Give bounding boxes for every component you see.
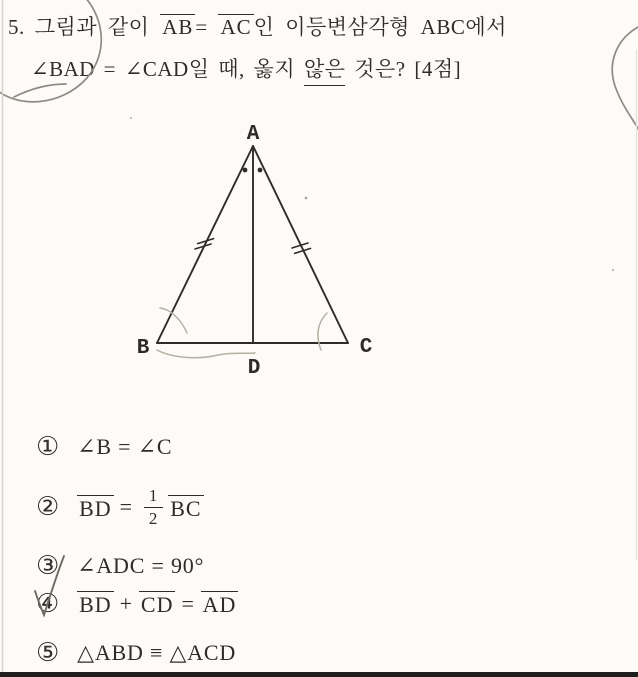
scan-speck bbox=[130, 117, 132, 119]
vertex-label-c: C bbox=[359, 336, 373, 359]
pencil-annotations bbox=[157, 308, 327, 358]
side-tick-marks bbox=[195, 239, 311, 254]
segment-ab-overline: AB bbox=[162, 15, 194, 39]
scan-speck bbox=[612, 269, 614, 271]
isosceles-triangle bbox=[157, 146, 348, 343]
fraction-one-half bbox=[144, 486, 163, 528]
segment-bd-overline: BD bbox=[79, 495, 112, 521]
vertex-label-a: A bbox=[246, 123, 260, 146]
segment-cd-overline: CD bbox=[140, 592, 174, 618]
tick-mark-ab bbox=[198, 239, 214, 244]
choice-2-formula bbox=[77, 486, 203, 528]
segment-bd-overline: BD bbox=[79, 592, 112, 618]
underlined-word: 않은 bbox=[304, 53, 346, 86]
choice-1-number: ① bbox=[36, 432, 61, 462]
choice-1 bbox=[36, 434, 172, 460]
choice-5-formula: △ABD ≡ △ACD bbox=[77, 640, 237, 665]
angle-dot-cad bbox=[258, 168, 263, 173]
page-bottom-edge bbox=[0, 672, 638, 677]
plus-sign: + bbox=[119, 591, 133, 616]
pen-arc-right bbox=[612, 26, 638, 132]
choice-4-formula bbox=[77, 591, 238, 617]
triangle-side-ab bbox=[157, 146, 253, 343]
question-points-text: 것은? [4점] bbox=[354, 57, 462, 81]
equals-sign: = bbox=[195, 15, 208, 39]
scan-speck bbox=[305, 197, 308, 200]
choice-1-formula: ∠B = ∠C bbox=[77, 434, 173, 459]
vertex-label-b: B bbox=[136, 337, 150, 360]
triangle-side-ac bbox=[253, 146, 348, 343]
choice-4 bbox=[36, 591, 238, 617]
segment-ac-overline: AC bbox=[220, 15, 252, 39]
pencil-angle-arc-c bbox=[318, 313, 327, 350]
question-text-pre: 그림과 같이 bbox=[34, 15, 150, 39]
segment-ad-overline: AD bbox=[202, 592, 237, 618]
choice-5-number: ⑤ bbox=[36, 638, 61, 668]
choice-2-number: ② bbox=[36, 492, 61, 523]
pencil-underline-bd bbox=[157, 350, 255, 358]
vertex-label-d: D bbox=[247, 357, 261, 380]
fraction-numerator: 1 bbox=[144, 486, 163, 508]
tick-mark-ac bbox=[292, 243, 308, 248]
question-number: 5. bbox=[8, 15, 25, 39]
question-line-2 bbox=[31, 53, 461, 86]
pencil-angle-arc-b bbox=[160, 308, 187, 333]
choice-2 bbox=[36, 486, 204, 528]
choice-3 bbox=[36, 553, 204, 579]
fraction-denominator: 2 bbox=[148, 508, 159, 528]
question-condition-text: ∠BAD = ∠CAD일 때, 옳지 bbox=[31, 57, 296, 81]
tick-mark-ac bbox=[295, 248, 311, 253]
angle-dot-bad bbox=[243, 168, 248, 173]
choice-4-number: ④ bbox=[36, 589, 61, 619]
choice-3-number: ③ bbox=[36, 551, 61, 581]
question-text-post: 인 이등변삼각형 ABC에서 bbox=[253, 15, 507, 39]
choice-5 bbox=[36, 640, 236, 666]
tick-mark-ab bbox=[195, 244, 211, 249]
equals-sign: = bbox=[119, 494, 133, 520]
choice-3-formula: ∠ADC = 90° bbox=[77, 553, 205, 578]
segment-bc-overline: BC bbox=[170, 495, 202, 521]
equals-sign: = bbox=[181, 591, 195, 616]
question-line-1 bbox=[8, 11, 507, 41]
